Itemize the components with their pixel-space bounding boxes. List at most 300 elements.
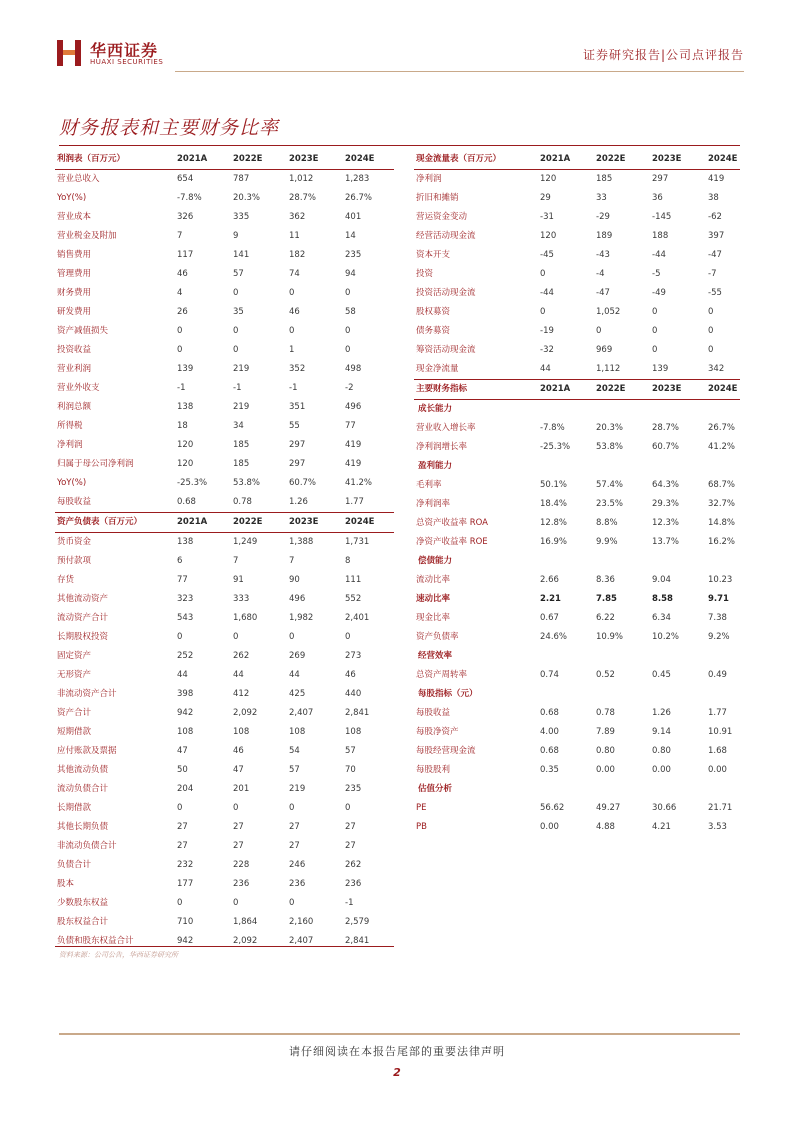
row-value: 2,092 (233, 708, 258, 718)
table-title: 现金流量表（百万元） (416, 154, 502, 164)
header-divider (175, 71, 744, 72)
page-number: 2 (393, 1066, 401, 1079)
row-value: 7.38 (708, 613, 727, 623)
table-row (414, 590, 740, 609)
row-value: -1 (345, 898, 354, 908)
row-value: 0 (345, 288, 351, 298)
row-label: 存货 (57, 575, 75, 585)
row-value: 49.27 (596, 803, 621, 813)
row-value: 18 (177, 421, 188, 431)
row-value: 10.9% (596, 632, 624, 642)
row-value: 185 (596, 174, 613, 184)
row-label: 销售费用 (57, 250, 92, 260)
row-value: 0.80 (596, 746, 615, 756)
row-label: 折旧和摊销 (416, 193, 459, 203)
row-value: 35 (233, 307, 244, 317)
row-value: 2,407 (289, 708, 314, 718)
row-label: 经营活动现金流 (416, 231, 476, 241)
row-value: 2.66 (540, 575, 559, 585)
row-value: 2,401 (345, 613, 370, 623)
row-value: 0 (233, 326, 239, 336)
row-value: 47 (233, 765, 244, 775)
group-name: 偿债能力 (418, 556, 453, 566)
row-value: 27 (345, 841, 356, 851)
row-label: 其他长期负债 (57, 822, 109, 832)
row-label: 债务募资 (416, 326, 451, 336)
row-value: 1.77 (708, 708, 727, 718)
table-row (55, 647, 394, 666)
row-value: 1,388 (289, 537, 314, 547)
row-value: 23.5% (596, 499, 624, 509)
table-row (55, 474, 394, 493)
row-value: 0 (345, 803, 351, 813)
row-label: 流动资产合计 (57, 613, 109, 623)
group-heading (414, 647, 740, 666)
row-value: 0.68 (177, 497, 196, 507)
row-value: -29 (596, 212, 610, 222)
row-label: 长期借款 (57, 803, 92, 813)
row-value: 4.88 (596, 822, 615, 832)
row-label: 负债合计 (57, 860, 92, 870)
row-value: 0 (177, 898, 183, 908)
row-value: 333 (233, 594, 250, 604)
row-value: 0.49 (708, 670, 727, 680)
row-value: 50 (177, 765, 188, 775)
row-value: -1 (177, 383, 186, 393)
row-label: 毛利率 (416, 480, 442, 490)
table-row (55, 322, 394, 341)
row-value: 0.00 (596, 765, 615, 775)
row-value: 57.4% (596, 480, 624, 490)
row-label: 少数股东权益 (57, 898, 109, 908)
row-value: 710 (177, 917, 194, 927)
row-value: 27 (289, 822, 300, 832)
column-header: 2023E (289, 154, 319, 164)
row-value: -5 (652, 269, 661, 279)
row-value: 9.04 (652, 575, 671, 585)
row-label: 管理费用 (57, 269, 92, 279)
row-label: 应付账款及票据 (57, 746, 117, 756)
table-row (55, 379, 394, 398)
row-value: -55 (708, 288, 722, 298)
row-value: -4 (596, 269, 605, 279)
row-value: 2,407 (289, 936, 314, 946)
row-value: 2,160 (289, 917, 314, 927)
row-value: 498 (345, 364, 362, 374)
row-label: 资产合计 (57, 708, 92, 718)
row-value: 425 (289, 689, 306, 699)
report-type: 证券研究报告|公司点评报告 (582, 48, 744, 62)
row-label: 投资收益 (57, 345, 92, 355)
row-value: 0.52 (596, 670, 615, 680)
row-value: 236 (233, 879, 250, 889)
table-row (55, 227, 394, 246)
row-label: 净资产收益率 ROE (416, 537, 488, 547)
row-value: 0.74 (540, 670, 559, 680)
row-label: 筹资活动现金流 (416, 345, 476, 355)
row-value: 6.22 (596, 613, 615, 623)
table-row (55, 417, 394, 436)
row-value: 68.7% (708, 480, 736, 490)
table-row (55, 398, 394, 417)
section-title: 财务报表和主要财务比率 (59, 117, 280, 139)
row-value: 496 (345, 402, 362, 412)
table-header (55, 150, 394, 170)
row-value: 74 (289, 269, 300, 279)
row-value: 0 (289, 632, 295, 642)
row-value: 53.8% (596, 442, 624, 452)
row-value: 12.8% (540, 518, 568, 528)
table-header (55, 512, 394, 533)
row-label: 净利润增长率 (416, 442, 468, 452)
row-value: 246 (289, 860, 306, 870)
row-value: 236 (289, 879, 306, 889)
row-value: 0 (540, 269, 546, 279)
row-label: 长期股权投资 (57, 632, 109, 642)
row-value: 41.2% (708, 442, 736, 452)
row-value: 0 (177, 326, 183, 336)
row-value: 44 (177, 670, 188, 680)
row-value: -43 (596, 250, 610, 260)
footer-disclaimer: 请仔细阅读在本报告尾部的重要法律声明 (289, 1045, 505, 1058)
row-label: 投资 (416, 269, 434, 279)
row-value: 33 (596, 193, 607, 203)
row-value: 273 (345, 651, 362, 661)
table-row (55, 932, 394, 951)
row-value: 1 (289, 345, 295, 355)
row-value: 0 (708, 345, 714, 355)
table-row (414, 799, 740, 818)
row-value: 204 (177, 784, 194, 794)
row-value: 1.77 (345, 497, 364, 507)
row-label: 归属于母公司净利润 (57, 459, 134, 469)
table-row (55, 856, 394, 875)
column-header: 2024E (708, 384, 738, 394)
row-label: 流动负债合计 (57, 784, 109, 794)
table-row (414, 227, 740, 246)
row-value: 27 (233, 822, 244, 832)
table-row (55, 552, 394, 571)
row-value: 46 (233, 746, 244, 756)
row-value: -2 (345, 383, 354, 393)
row-value: 53.8% (233, 478, 261, 488)
row-value: 24.6% (540, 632, 568, 642)
row-label: 无形资产 (57, 670, 92, 680)
group-heading (414, 457, 740, 476)
row-value: 0 (708, 307, 714, 317)
row-value: -47 (708, 250, 722, 260)
row-label: 每股收益 (416, 708, 451, 718)
row-label: 资产负债率 (416, 632, 459, 642)
row-value: 44 (289, 670, 300, 680)
row-value: 1,112 (596, 364, 621, 374)
row-value: 219 (289, 784, 306, 794)
table-row (55, 170, 394, 189)
row-value: -25.3% (177, 478, 208, 488)
table-row (55, 761, 394, 780)
row-label: 营业利润 (57, 364, 92, 374)
table-row (55, 742, 394, 761)
table-row (55, 666, 394, 685)
row-value: 46 (177, 269, 188, 279)
row-value: -7.8% (540, 423, 565, 433)
row-value: 44 (233, 670, 244, 680)
column-header: 2022E (596, 384, 626, 394)
huaxi-logo-icon (55, 38, 83, 68)
table-row (55, 341, 394, 360)
row-label: 营业收入增长率 (416, 423, 476, 433)
row-label: 流动比率 (416, 575, 451, 585)
row-value: 252 (177, 651, 194, 661)
row-value: 496 (289, 594, 306, 604)
row-value: 0 (652, 326, 658, 336)
row-label: 资产减值损失 (57, 326, 109, 336)
row-value: -145 (652, 212, 672, 222)
row-value: 0 (289, 803, 295, 813)
table-title: 主要财务指标 (416, 384, 468, 394)
row-value: 219 (233, 402, 250, 412)
table-row (414, 514, 740, 533)
row-label: 股东权益合计 (57, 917, 109, 927)
row-label: 速动比率 (416, 594, 451, 604)
table-row (55, 723, 394, 742)
row-value: 6.34 (652, 613, 671, 623)
row-value: 2,841 (345, 708, 370, 718)
row-value: 0 (177, 803, 183, 813)
row-value: 8.58 (652, 594, 673, 604)
row-label: 营运资金变动 (416, 212, 468, 222)
row-value: 189 (596, 231, 613, 241)
row-label: YoY(%) (57, 193, 87, 203)
logo-text-cn: 华西证券 (90, 41, 159, 60)
row-value: 232 (177, 860, 194, 870)
table-row (55, 571, 394, 590)
row-label: 负债和股东权益合计 (57, 936, 134, 946)
row-value: 4 (177, 288, 183, 298)
row-value: 120 (177, 459, 194, 469)
row-value: 1,052 (596, 307, 621, 317)
table-header (414, 150, 740, 170)
row-value: 235 (345, 784, 362, 794)
logo-text-en: HUAXI SECURITIES (90, 58, 164, 66)
row-value: 16.9% (540, 537, 568, 547)
row-value: 57 (233, 269, 244, 279)
column-header: 2021A (540, 384, 571, 394)
row-label: 其他流动负债 (57, 765, 109, 775)
group-name: 成长能力 (418, 404, 453, 414)
row-value: 108 (177, 727, 194, 737)
row-label: 短期借款 (57, 727, 92, 737)
row-value: 182 (289, 250, 306, 260)
row-value: 57 (289, 765, 300, 775)
row-value: 335 (233, 212, 250, 222)
row-value: 27 (233, 841, 244, 851)
row-value: 969 (596, 345, 613, 355)
row-value: 108 (289, 727, 306, 737)
row-value: 29 (540, 193, 551, 203)
column-header: 2022E (596, 154, 626, 164)
group-heading (414, 685, 740, 704)
row-value: 1.68 (708, 746, 727, 756)
row-value: 9.2% (708, 632, 730, 642)
column-header: 2023E (652, 384, 682, 394)
row-value: 50.1% (540, 480, 568, 490)
group-heading (414, 400, 740, 419)
row-label: 股本 (57, 879, 75, 889)
row-value: 14 (345, 231, 356, 241)
row-value: 10.91 (708, 727, 733, 737)
row-value: 552 (345, 594, 362, 604)
table-row (414, 419, 740, 438)
row-value: 397 (708, 231, 725, 241)
table-row (414, 818, 740, 837)
row-value: 91 (233, 575, 244, 585)
table-row (414, 208, 740, 227)
table-row (55, 189, 394, 208)
row-label: 利润总额 (57, 402, 92, 412)
row-value: 77 (345, 421, 356, 431)
row-value: -47 (596, 288, 610, 298)
row-value: 0.68 (540, 708, 559, 718)
row-value: -45 (540, 250, 554, 260)
row-value: 10.2% (652, 632, 680, 642)
table-row (414, 246, 740, 265)
row-value: 141 (233, 250, 250, 260)
row-value: 323 (177, 594, 194, 604)
row-value: 46 (345, 670, 356, 680)
row-value: 297 (652, 174, 669, 184)
group-heading (414, 552, 740, 571)
row-value: 26.7% (708, 423, 736, 433)
column-header: 2021A (540, 154, 571, 164)
column-header: 2021A (177, 154, 208, 164)
table-row (414, 189, 740, 208)
row-value: 2,841 (345, 936, 370, 946)
column-header: 2022E (233, 517, 263, 527)
group-name: 估值分析 (418, 784, 453, 794)
row-value: 108 (345, 727, 362, 737)
row-value: 0 (233, 803, 239, 813)
row-value: 28.7% (652, 423, 680, 433)
row-label: 每股净资产 (416, 727, 459, 737)
row-label: 财务费用 (57, 288, 92, 298)
row-value: 0 (289, 898, 295, 908)
row-value: 419 (345, 459, 362, 469)
row-value: 58 (345, 307, 356, 317)
row-value: 111 (345, 575, 362, 585)
table-row (414, 571, 740, 590)
table-row (55, 303, 394, 322)
row-value: -7.8% (177, 193, 202, 203)
row-value: 47 (177, 746, 188, 756)
group-name: 每股指标（元） (418, 689, 478, 699)
row-label: 营业税金及附加 (57, 231, 117, 241)
row-label: 营业成本 (57, 212, 92, 222)
row-label: 每股经营现金流 (416, 746, 476, 756)
table-row (55, 493, 394, 512)
row-value: -49 (652, 288, 666, 298)
row-value: 120 (540, 174, 557, 184)
row-value: 108 (233, 727, 250, 737)
row-value: 543 (177, 613, 194, 623)
table-row (55, 685, 394, 704)
row-value: 1,864 (233, 917, 258, 927)
row-label: 营业外收支 (57, 383, 100, 393)
column-header: 2021A (177, 517, 208, 527)
row-value: 12.3% (652, 518, 680, 528)
row-label: PB (416, 822, 427, 832)
table-row (55, 533, 394, 552)
row-value: 94 (345, 269, 356, 279)
data-source: 资料来源：公司公告，华西证券研究所 (59, 951, 178, 959)
row-value: 10.23 (708, 575, 733, 585)
row-value: 44 (540, 364, 551, 374)
row-value: 0 (596, 326, 602, 336)
row-value: 138 (177, 537, 194, 547)
column-header: 2024E (345, 154, 375, 164)
row-value: 26.7% (345, 193, 373, 203)
row-value: 942 (177, 936, 194, 946)
table-row (55, 265, 394, 284)
row-value: 18.4% (540, 499, 568, 509)
row-value: 177 (177, 879, 194, 889)
row-value: 21.71 (708, 803, 733, 813)
table-row (55, 875, 394, 894)
table-row (55, 455, 394, 474)
footer-divider (59, 1033, 740, 1035)
row-value: 201 (233, 784, 250, 794)
table-title: 资产负债表（百万元） (57, 517, 143, 527)
row-value: 1.26 (289, 497, 308, 507)
row-value: 0 (289, 288, 295, 298)
row-value: 7 (289, 556, 295, 566)
row-value: 54 (289, 746, 300, 756)
row-label: 研发费用 (57, 307, 92, 317)
row-value: 1,012 (289, 174, 314, 184)
row-value: 2.21 (540, 594, 561, 604)
row-value: 7.89 (596, 727, 615, 737)
table-row (414, 495, 740, 514)
row-value: 188 (652, 231, 669, 241)
row-value: 0 (233, 288, 239, 298)
row-value: 0 (233, 632, 239, 642)
row-value: 228 (233, 860, 250, 870)
row-value: 55 (289, 421, 300, 431)
row-value: 297 (289, 459, 306, 469)
row-value: -31 (540, 212, 554, 222)
row-value: 28.7% (289, 193, 317, 203)
row-value: 139 (652, 364, 669, 374)
right-column (414, 150, 740, 837)
column-header: 2023E (652, 154, 682, 164)
column-header: 2022E (233, 154, 263, 164)
row-value: 7 (233, 556, 239, 566)
row-value: 0 (233, 345, 239, 355)
row-value: 46 (289, 307, 300, 317)
row-label: 资本开支 (416, 250, 451, 260)
row-value: 20.3% (596, 423, 624, 433)
table-row (55, 704, 394, 723)
row-label: 总资产收益率 ROA (416, 518, 488, 528)
row-value: 342 (708, 364, 725, 374)
table-row (414, 360, 740, 379)
row-label: 净利润 (416, 174, 442, 184)
row-value: 4.21 (652, 822, 671, 832)
row-value: -44 (540, 288, 554, 298)
table-row (55, 818, 394, 837)
row-value: 2,092 (233, 936, 258, 946)
row-value: -25.3% (540, 442, 571, 452)
